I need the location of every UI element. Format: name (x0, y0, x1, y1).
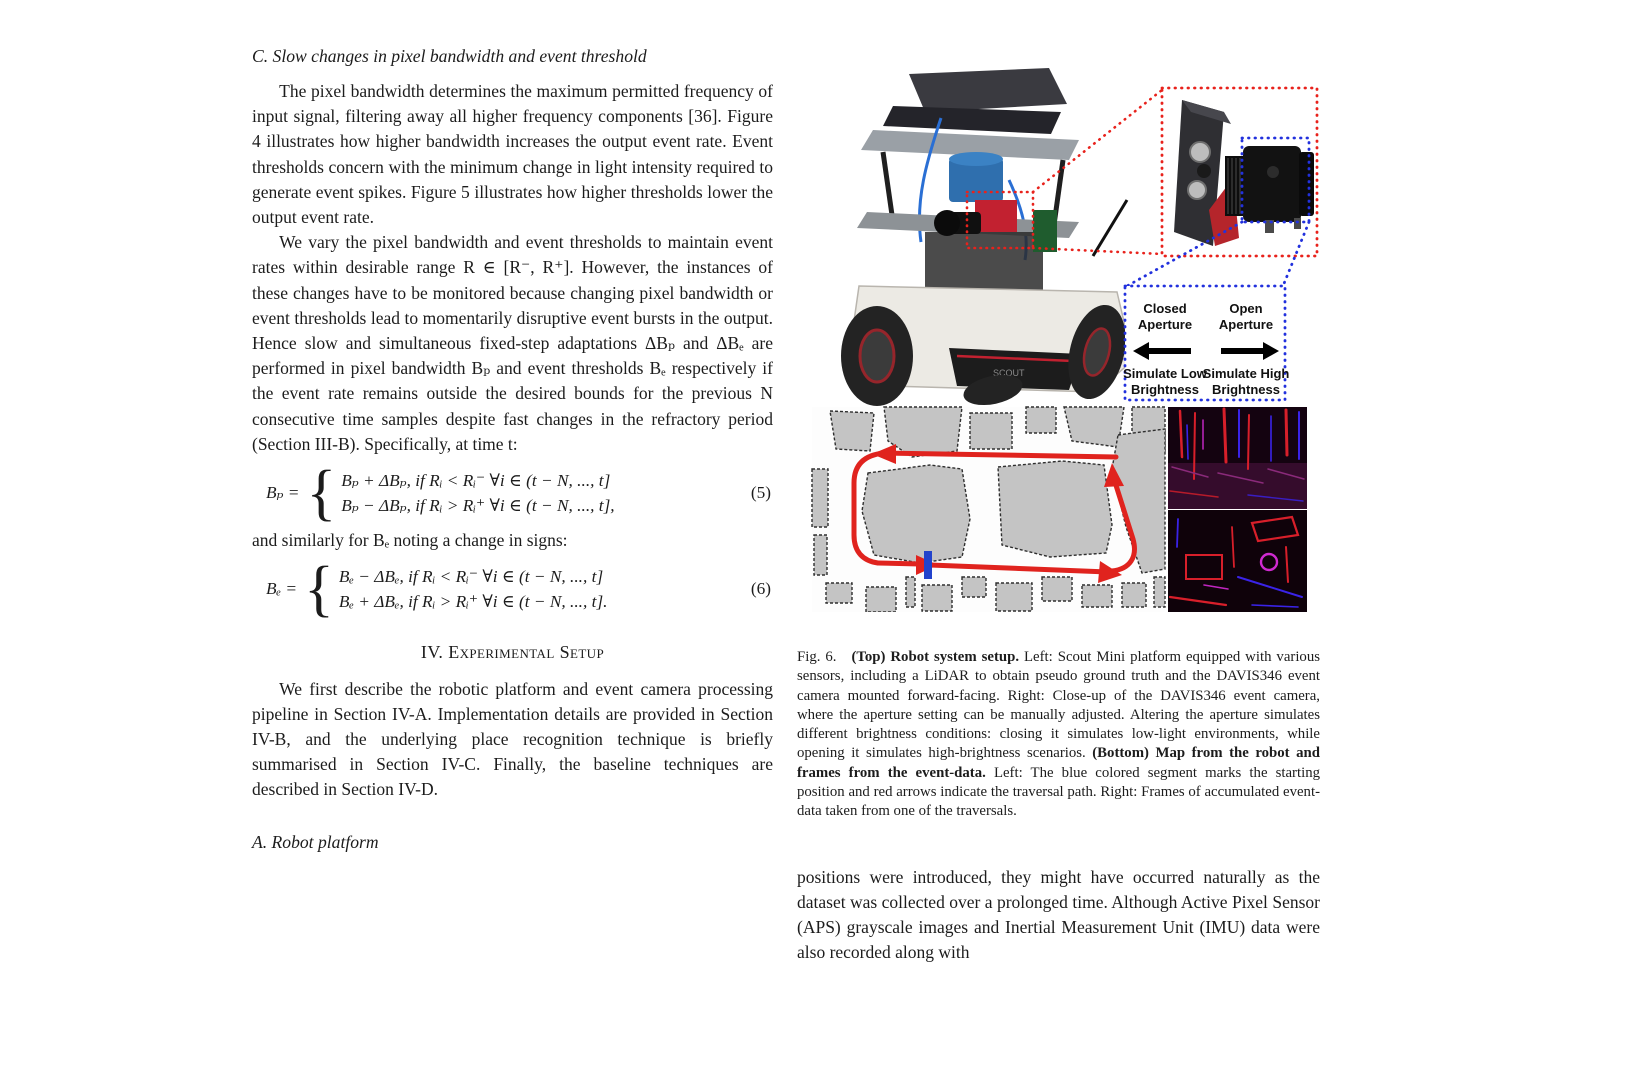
scout-label: SCOUT (993, 368, 1025, 378)
equation-5-case-1: Bₚ + ΔBₚ, if Rᵢ < Rᵢ⁻ ∀i ∈ (t − N, ..., t] (341, 470, 611, 490)
figure-number: Fig. 6. (797, 649, 837, 665)
section-a-heading: A. Robot platform (252, 831, 379, 852)
equation-5 (266, 459, 773, 528)
section-c-heading: C. Slow changes in pixel bandwidth and event threshold (252, 46, 647, 66)
caption-top-heading: (Top) Robot system setup. (851, 649, 1020, 665)
screw (1190, 142, 1210, 162)
equation-connector-text: and similarly for Bₑ noting a change in signs: (252, 529, 568, 550)
robot-photo (841, 68, 1135, 410)
caption-top-text: Left: Scout Mini platform equipped with various sensors, including a LiDAR to obtain pseudo ground truth and the DAVIS346 event camera mounted forward-facing. Right: Close-up of the DAVIS346 event camera, where the aperture setting can be manually adjusted. Altering the aperture simulates different brightness conditions: closing it simulates low-light environments, while opening it simulates high-brightness scenarios. (797, 649, 1320, 762)
electronics (925, 232, 1043, 290)
equation-6-brace: { (304, 554, 334, 623)
map-image (812, 407, 1165, 612)
equation-6-case-1: Bₑ − ΔBₑ, if Rᵢ < Rᵢ⁻ ∀i ∈ (t − N, ..., t] (338, 566, 604, 586)
figure-caption (797, 648, 1320, 822)
paragraph-pixel-bandwidth: The pixel bandwidth determines the maximum permitted frequency of input signal, filtering away all higher frequency components [36]. Figure 4 illustrates how higher bandwidth increases the output event rate. Event thresholds concern with the minimum change in light intensity required to generate event spikes. Figure 5 illustrates how higher thresholds lower the output event rate. (252, 81, 773, 228)
equation-6-case-2: Bₑ + ΔBₑ, if Rᵢ > Rᵢ⁺ ∀i ∈ (t − N, ..., t]. (338, 591, 608, 611)
caption-bottom-heading: (Bottom) Map from the robot and frames from the event-data. (797, 745, 1320, 781)
svg-text:Brightness: Brightness (1212, 382, 1280, 397)
open-aperture-label: Open (1229, 301, 1263, 316)
event-frame-bottom (1168, 510, 1307, 612)
event-frames (1168, 407, 1307, 612)
equation-5-brace: { (306, 459, 337, 528)
left-column (252, 46, 773, 865)
equation-6-number: (6) (750, 579, 771, 599)
right-column (797, 60, 1320, 965)
svg-text:Aperture: Aperture (1137, 317, 1193, 332)
svg-text:Brightness: Brightness (1131, 382, 1199, 397)
paragraph-vary-bandwidth: We vary the pixel bandwidth and event thresholds to maintain event rates within desirable range R ∈ [R⁻, R⁺]. However, the instances of these changes have to be monitored because changing pixel bandwidth or event thresholds lead to momentarily disruptive event bursts in the output. Hence slow and simultaneous fixed-step adaptations ΔBₚ and ΔBₑ are performed in pixel bandwidth Bₚ and event thresholds Bₑ respectively if the event rate remains outside the desired bounds for the previous N consecutive time samples despite fast changes in the refractory period (Section III-B). Specifically, at time t: (252, 232, 773, 454)
antenna (1093, 200, 1127, 256)
laptop (909, 68, 1067, 112)
equation-5-case-2: Bₚ − ΔBₚ, if Rᵢ > Rᵢ⁺ ∀i ∈ (t − N, ..., t], (341, 495, 615, 515)
caption-bottom-text: Left: The blue colored segment marks the starting position and red arrows indicate the traversal path. Right: Frames of accumulated event-data taken from one of the traversals. (797, 764, 1321, 820)
screw (1188, 181, 1206, 199)
wheel (841, 306, 913, 406)
start-marker (924, 551, 932, 579)
figure-6 (797, 60, 1320, 617)
equation-6-lhs: Bₑ = (266, 579, 298, 599)
equation-5-lhs: Bₚ = (266, 483, 300, 503)
simulate-high-label: Simulate High (1202, 366, 1290, 381)
simulate-low-label: Simulate Low (1123, 366, 1207, 381)
paragraph-positions: positions were introduced, they might have occurred naturally as the dataset was collected over a prolonged time. Although Active Pixel Sensor (APS) grayscale images and Inertial Measurement Unit (IMU) data were also recorded along with (797, 866, 1320, 963)
svg-text:Aperture: Aperture (1218, 317, 1274, 332)
section-iv-heading: IV. Experimental Setup (420, 641, 605, 662)
event-camera-mount (975, 200, 1017, 232)
event-frame-top (1168, 407, 1307, 509)
equation-5-number: (5) (750, 483, 771, 503)
paragraph-experimental-setup: We first describe the robotic platform and event camera processing pipeline in Section IV-A. Implementation details are provided in Section IV-B, and the underlying place recognition technique is briefly summarised in Section IV-C. Finally, the baseline techniques are described in Section IV-D. (252, 678, 773, 800)
camera-closeup (1162, 88, 1317, 256)
equation-6 (266, 554, 773, 623)
figure-6-graphic (797, 60, 1320, 612)
closed-aperture-label: Closed (1143, 301, 1187, 316)
aperture-diagram (1123, 286, 1289, 400)
